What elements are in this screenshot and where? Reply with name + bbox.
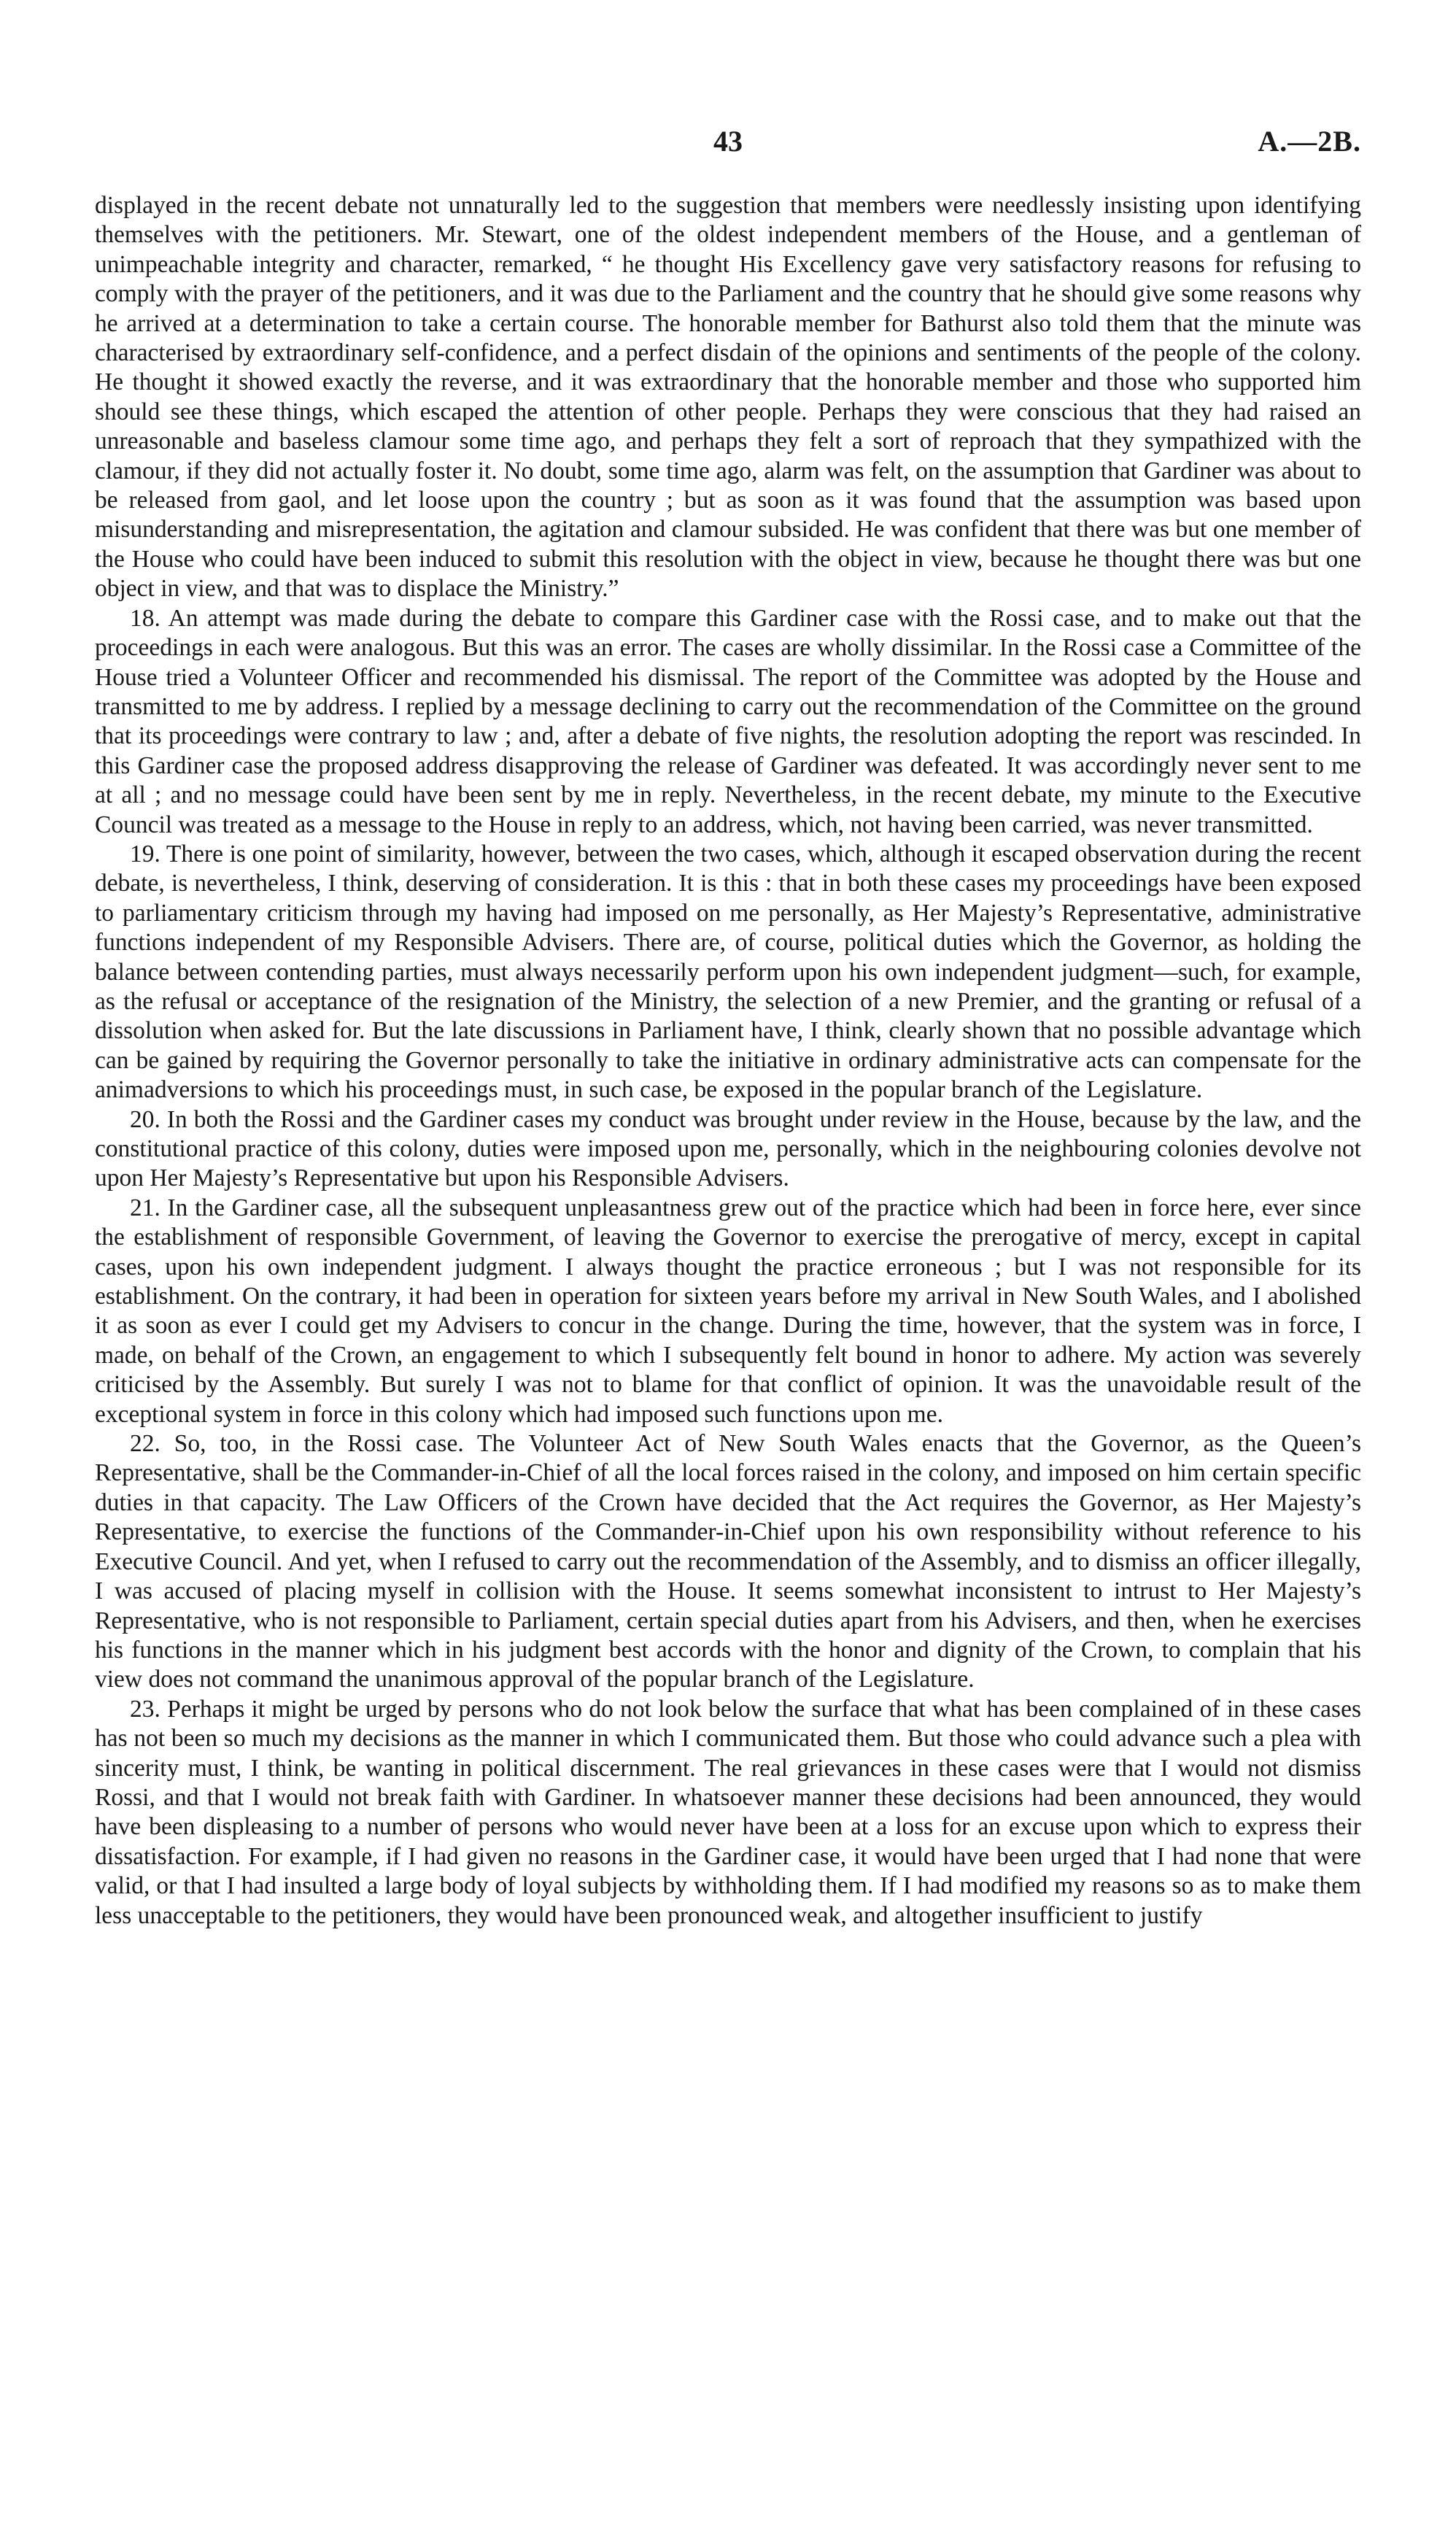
paragraph-17-continued: displayed in the recent debate not unnaturally led to the suggestion that members were needlessly insisting upon identifying themselves with the petitioners. Mr. Stewart, one of the oldest independent members of the House, and a gentleman of unimpeachable integrity and character, remarked, “ he thought His Excellency gave very satisfactory reasons for refusing to comply with the prayer of the petitioners, and it was due to the Parliament and the country that he should give some reasons why he arrived at a determination to take a certain course. The honorable member for Bathurst also told them that the minute was characterised by extraordinary self-confidence, and a perfect disdain of the opinions and sentiments of the people of the colony. He thought it showed exactly the reverse, and it was extraordinary that the honorable member and those who supported him should see these things, which escaped the attention of other people. Perhaps they were conscious that they had raised an unreasonable and baseless clamour some time ago, and perhaps they felt a sort of reproach that they sympathized with the clamour, if they did not actually foster it. No doubt, some time ago, alarm was felt, on the assumption that Gardiner was about to be released from gaol, and let loose upon the country ; but as soon as it was found that the assumption was based upon misunderstanding and misrepresentation, the agitation and clamour subsided. He was confident that there was but one member of the House who could have been induced to submit this resolution with the object in view, because he thought there was but one object in view, and that was to displace the Ministry.” xyxy=(95,192,1361,603)
page-header xyxy=(95,124,1361,168)
paragraph-22: 22. So, too, in the Rossi case. The Volunteer Act of New South Wales enacts that the Governor, as the Queen’s Representative, shall be the Commander-in-Chief of all the local forces raised in the colony, and imposed on him certain specific duties in that capacity. The Law Officers of the Crown have decided that the Act requires the Governor, as Her Majesty’s Representative, to exercise the functions of the Commander-in-Chief upon his own responsibility without reference to his Executive Council. And yet, when I refused to carry out the recommendation of the Assembly, and to dismiss an officer illegally, I was accused of placing myself in collision with the House. It seems somewhat inconsistent to intrust to Her Majesty’s Representative, who is not responsible to Parliament, certain special duties apart from his Advisers, and then, when he exercises his functions in the manner which in his judgment best accords with the honor and dignity of the Crown, to complain that his view does not command the unanimous approval of the popular branch of the Legislature. xyxy=(95,1430,1361,1693)
paragraph-23: 23. Perhaps it might be urged by persons who do not look below the surface that what has been complained of in these cases has not been so much my decisions as the manner in which I communicated them. But those who could advance such a plea with sincerity must, I think, be wanting in political discernment. The real grievances in these cases were that I would not dismiss Rossi, and that I would not break faith with Gardiner. In whatsoever manner these decisions had been announced, they would have been displeasing to a number of persons who would never have been at a loss for an excuse upon which to express their dissatisfaction. For example, if I had given no reasons in the Gardiner case, it would have been urged that I had none that were valid, or that I had insulted a large body of loyal subjects by withholding them. If I had modified my reasons so as to make them less unacceptable to the petitioners, they would have been pronounced weak, and altogether insufficient to justify xyxy=(95,1695,1361,1929)
page-number: 43 xyxy=(713,125,743,158)
document-body xyxy=(95,191,1361,1931)
paper-reference: A.—2B. xyxy=(1258,125,1361,158)
paragraph-20: 20. In both the Rossi and the Gardiner cases my conduct was brought under review in the House, because by the law, and the constitutional practice of this colony, duties were imposed upon me, personally, which in the neighbouring colonies devolve not upon Her Majesty’s Representative but upon his Responsible Advisers. xyxy=(95,1105,1361,1192)
paragraph-21: 21. In the Gardiner case, all the subsequent unpleasantness grew out of the practice which had been in force here, ever since the establishment of responsible Government, of leaving the Governor to exercise the prerogative of mercy, except in capital cases, upon his own independent judgment. I always thought the practice erroneous ; but I was not responsible for its establishment. On the contrary, it had been in operation for sixteen years before my arrival in New South Wales, and I abolished it as soon as ever I could get my Advisers to concur in the change. During the time, however, that the system was in force, I made, on behalf of the Crown, an engagement to which I subsequently felt bound in honor to adhere. My action was severely criticised by the Assembly. But surely I was not to blame for that conflict of opinion. It was the unavoidable result of the exceptional system in force in this colony which had imposed such functions upon me. xyxy=(95,1194,1361,1428)
paragraph-19: 19. There is one point of similarity, however, between the two cases, which, although it escaped observation during the recent debate, is nevertheless, I think, deserving of consideration. It is this : that in both these cases my proceedings have been exposed to parliamentary criticism through my having had imposed on me personally, as Her Majesty’s Representative, administrative functions independent of my Responsible Advisers. There are, of course, political duties which the Governor, as holding the balance between contending parties, must always necessarily perform upon his own independent judgment—such, for example, as the refusal or acceptance of the resignation of the Ministry, the selection of a new Premier, and the granting or refusal of a dissolution when asked for. But the late discussions in Parliament have, I think, clearly shown that no possible advantage which can be gained by requiring the Governor personally to take the initiative in ordinary administrative acts can compensate for the animadversions to which his proceedings must, in such case, be exposed in the popular branch of the Legislature. xyxy=(95,840,1361,1104)
paragraph-18: 18. An attempt was made during the debate to compare this Gardiner case with the Rossi case, and to make out that the proceedings in each were analogous. But this was an error. The cases are wholly dissimilar. In the Rossi case a Committee of the House tried a Volunteer Officer and recommended his dismissal. The report of the Committee was adopted by the House and transmitted to me by address. I replied by a message declining to carry out the recommendation of the Committee on the ground that its proceedings were contrary to law ; and, after a debate of five nights, the resolution adopting the report was rescinded. In this Gardiner case the proposed address disapproving the release of Gardiner was defeated. It was accordingly never sent to me at all ; and no message could have been sent by me in reply. Nevertheless, in the recent debate, my minute to the Executive Council was treated as a message to the House in reply to an address, which, not having been carried, was never transmitted. xyxy=(95,604,1361,838)
